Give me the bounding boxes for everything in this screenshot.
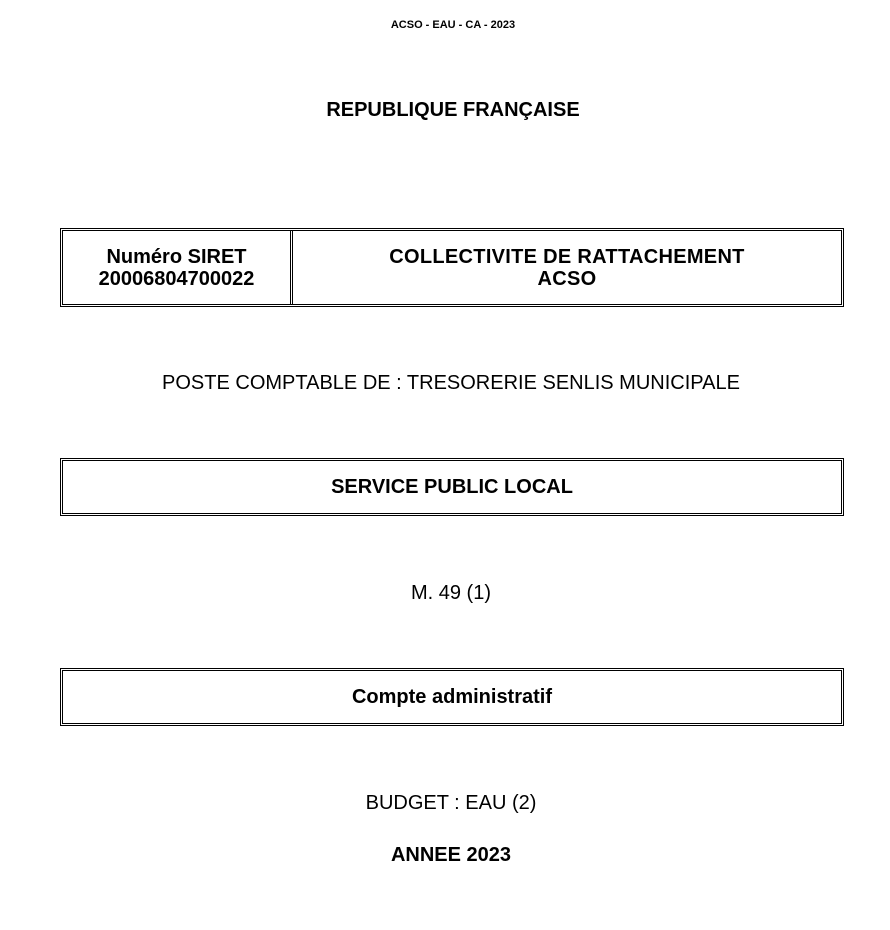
siret-cell [63, 231, 293, 304]
poste-comptable: POSTE COMPTABLE DE : TRESORERIE SENLIS MUNICIPALE [162, 372, 740, 394]
service-box [60, 458, 844, 516]
siret-label: Numéro SIRET [106, 245, 247, 268]
document-type-label: Compte administratif [351, 685, 553, 708]
collectivite-label: COLLECTIVITE DE RATTACHEMENT [389, 245, 745, 268]
nomenclature: M. 49 (1) [410, 582, 492, 604]
collectivite-cell [293, 231, 841, 304]
service-label: SERVICE PUBLIC LOCAL [331, 475, 573, 498]
collectivite-name: ACSO [537, 267, 597, 290]
document-type-box [60, 668, 844, 726]
budget-label: BUDGET : EAU (2) [365, 792, 537, 814]
annee-label: ANNEE 2023 [390, 844, 512, 866]
siret-number: 20006804700022 [98, 267, 255, 290]
republique-heading: REPUBLIQUE FRANÇAISE [326, 99, 580, 121]
identification-table [60, 228, 844, 307]
document-reference: ACSO - EAU - CA - 2023 [390, 19, 516, 31]
